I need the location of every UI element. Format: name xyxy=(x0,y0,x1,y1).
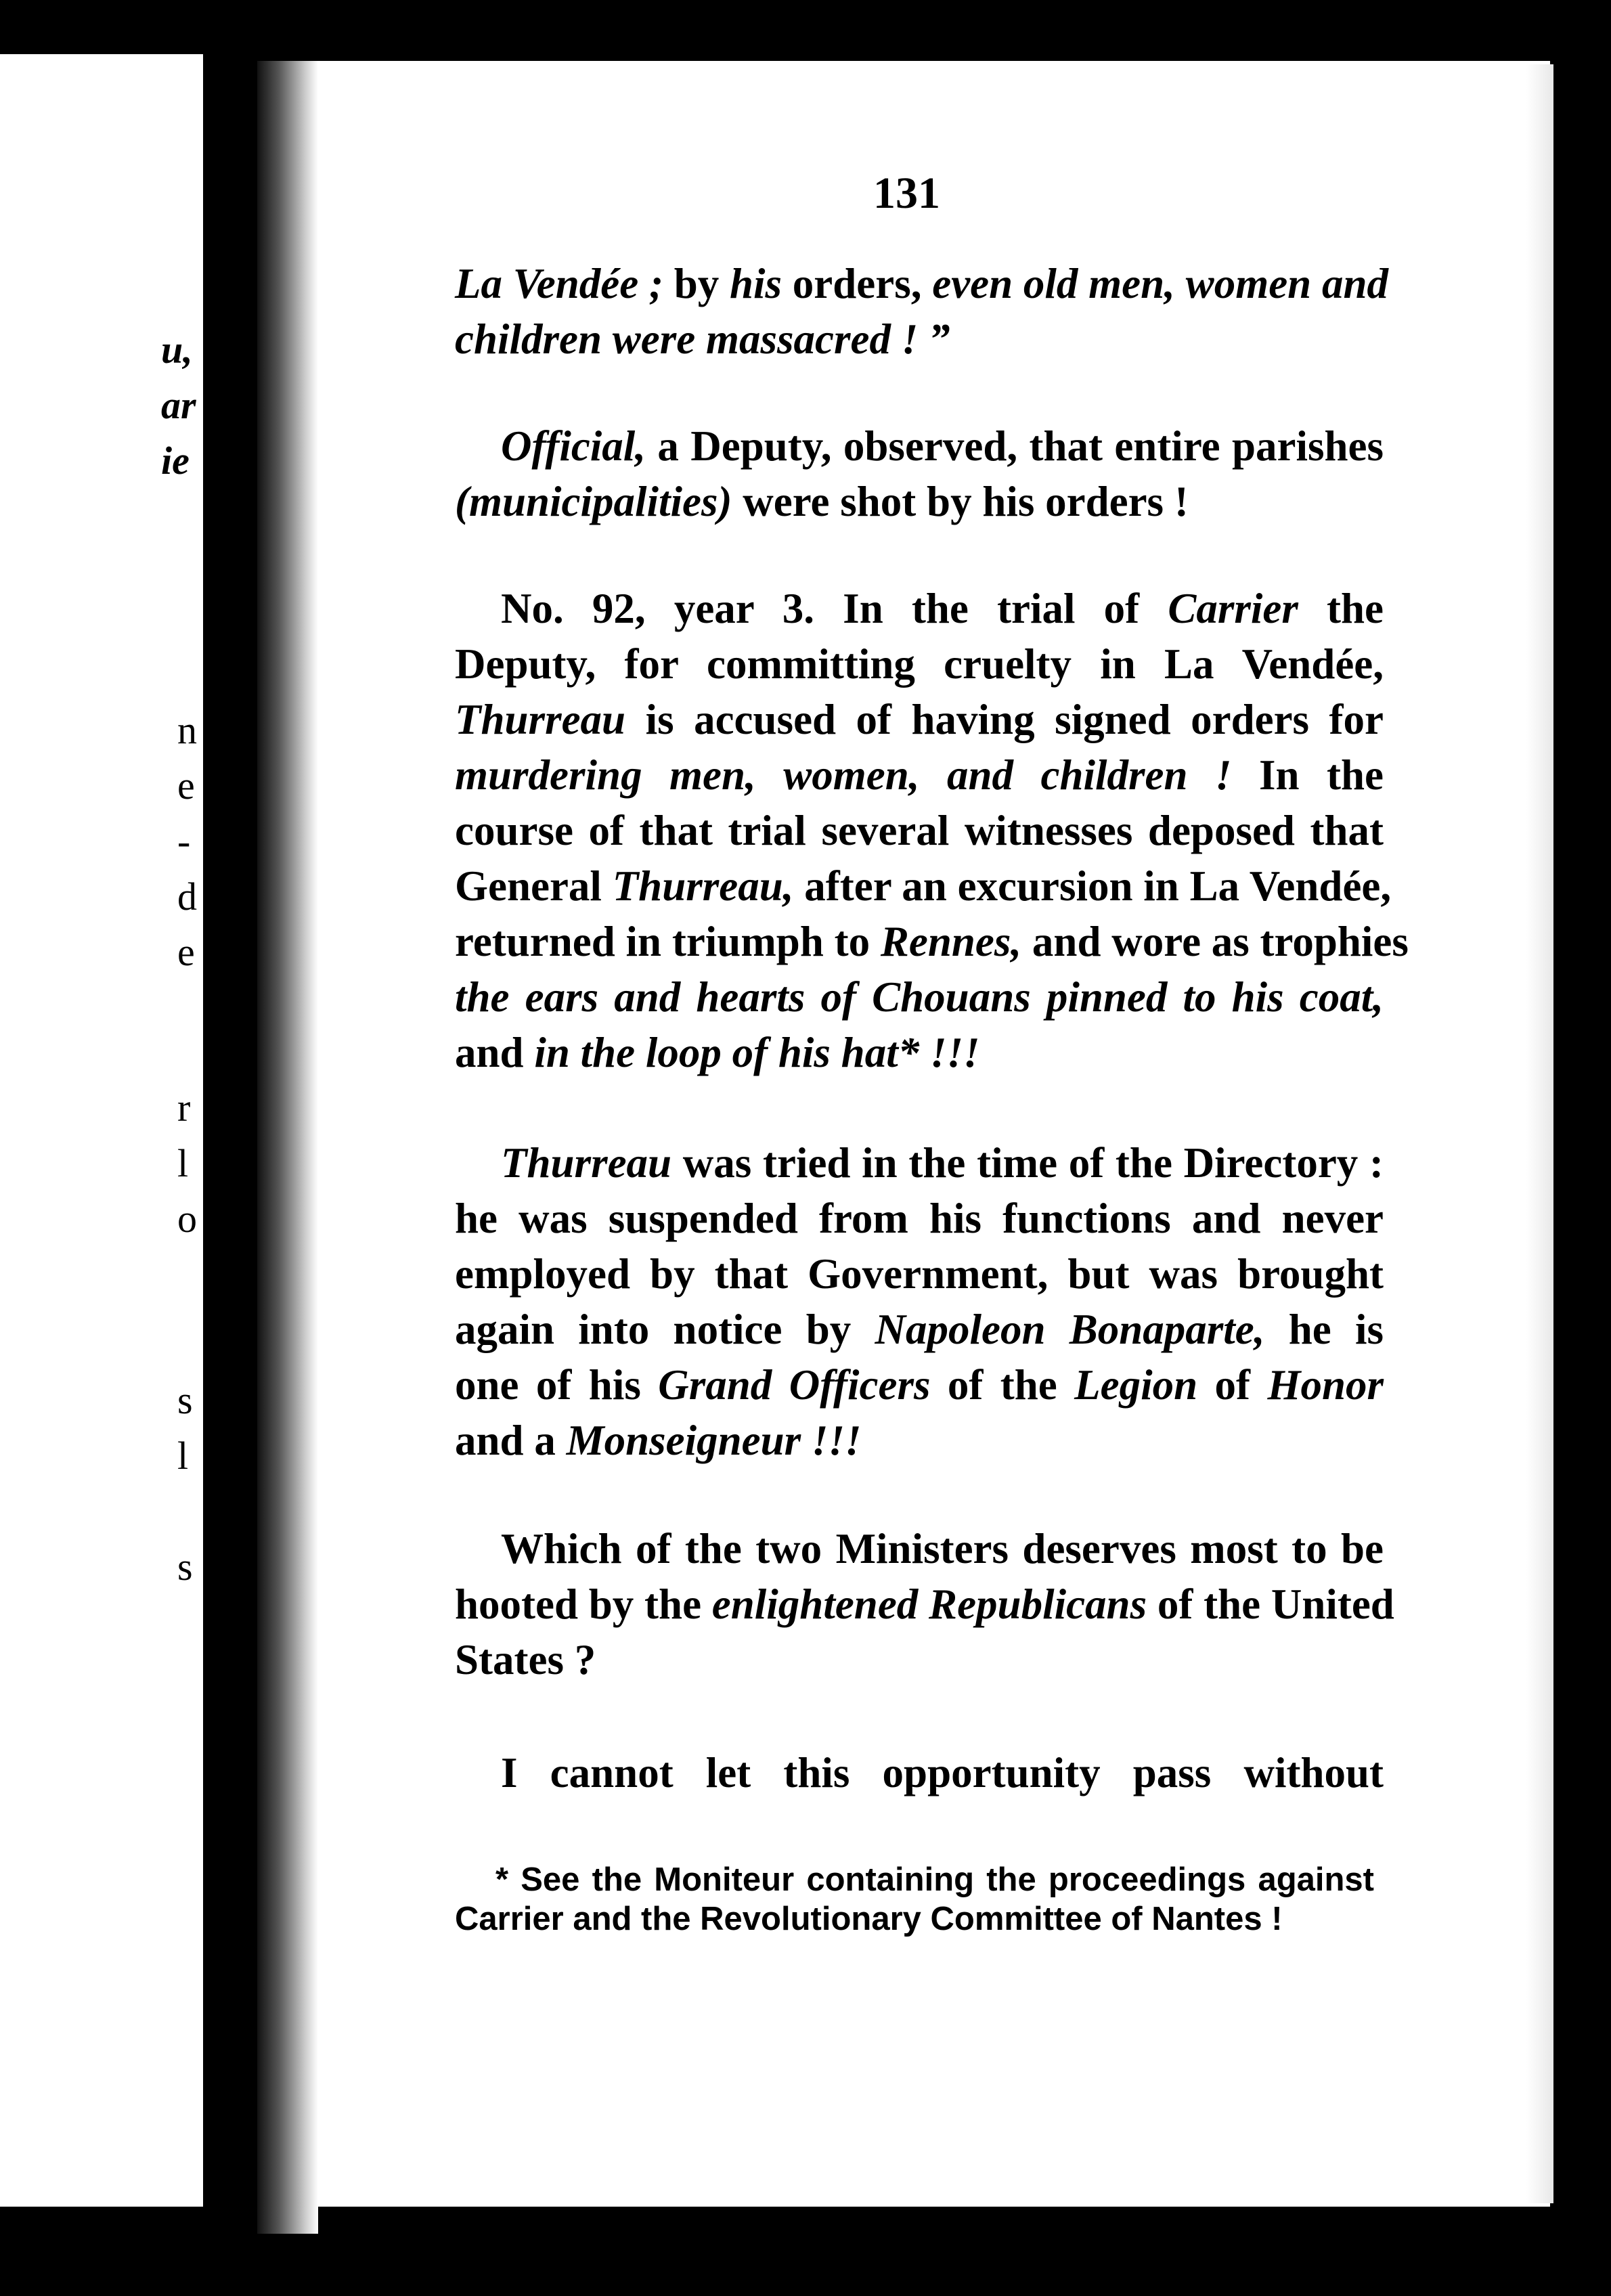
text-run: the xyxy=(1298,585,1384,632)
left-page-fragment: r xyxy=(177,1086,191,1130)
text-run: murdering men, women, and children ! xyxy=(455,751,1232,799)
left-page-fragment: l xyxy=(177,1141,189,1185)
text-run: by xyxy=(663,260,730,307)
text-run: in the loop of his hat* !!! xyxy=(534,1029,980,1076)
page-number: 131 xyxy=(873,169,940,218)
text-line xyxy=(455,1191,1384,1246)
text-run: Which of the two Ministers deserves most to be xyxy=(501,1525,1384,1572)
text-run: his xyxy=(729,260,782,307)
text-line xyxy=(455,1302,1384,1357)
text-run: Legion xyxy=(1074,1361,1198,1409)
text-run: and xyxy=(455,1029,535,1076)
text-line xyxy=(455,256,1388,311)
left-page-fragment: e xyxy=(177,764,195,808)
left-page-fragment: e xyxy=(177,930,195,974)
text-run: even old men, women and xyxy=(932,260,1388,307)
text-line xyxy=(455,969,1384,1025)
text-run: course of that trial several witnesses deposed that xyxy=(455,807,1384,854)
paragraph xyxy=(455,1745,1384,1801)
text-run: the ears and hearts of Chouans pinned to his coat, xyxy=(455,973,1384,1021)
left-page-fragment: o xyxy=(177,1197,197,1241)
right-page-edge xyxy=(1526,64,1553,2203)
text-run: In the xyxy=(1231,751,1384,799)
text-run: again into notice by xyxy=(455,1306,875,1353)
text-run: he is xyxy=(1264,1306,1384,1353)
left-page-fragment: l xyxy=(177,1434,189,1478)
text-line xyxy=(455,1413,1384,1468)
text-run: returned in triumph to xyxy=(455,918,881,965)
text-line xyxy=(455,474,1384,529)
left-page-fragment: ar xyxy=(161,383,196,427)
paragraph xyxy=(455,418,1384,529)
text-run: after an excursion in La Vendée, xyxy=(793,862,1392,910)
text-line xyxy=(455,418,1384,474)
text-run: and a xyxy=(455,1417,567,1464)
left-page-fragment: s xyxy=(177,1378,193,1422)
text-run: States ? xyxy=(455,1636,596,1683)
text-run: were shot by his orders ! xyxy=(732,478,1189,525)
page-gutter-shadow xyxy=(257,61,318,2234)
footnote xyxy=(455,1860,1374,1939)
text-line xyxy=(455,914,1409,969)
text-line xyxy=(455,747,1384,803)
text-run: Deputy, for committing cruelty in La Vendée, xyxy=(455,640,1384,688)
text-line xyxy=(455,1745,1384,1801)
text-run: Monseigneur !!! xyxy=(566,1417,862,1464)
text-run: I cannot let this opportunity pass without xyxy=(501,1749,1384,1796)
text-run: was tried in the time of the Directory : xyxy=(671,1139,1384,1187)
text-line xyxy=(455,858,1392,914)
text-line xyxy=(455,581,1384,636)
text-run: children were massacred ! ” xyxy=(455,315,950,363)
text-line xyxy=(455,1025,1384,1080)
text-run: Thurreau xyxy=(501,1139,672,1187)
text-line xyxy=(455,311,1384,367)
text-line xyxy=(455,1135,1384,1191)
text-run: (municipalities) xyxy=(455,478,732,525)
text-run: Rennes, xyxy=(880,918,1022,965)
text-run: one of his xyxy=(455,1361,659,1409)
text-run: is accused of having signed orders for xyxy=(625,696,1384,743)
footnote-line: Carrier and the Revolutionary Committee of Nantes ! xyxy=(455,1901,1283,1937)
text-run: he was suspended from his functions and never xyxy=(455,1195,1384,1242)
text-run: Napoleon Bonaparte, xyxy=(875,1306,1265,1353)
left-page-fragment: s xyxy=(177,1545,193,1589)
text-run: Honor xyxy=(1267,1361,1384,1409)
left-page-fragment: d xyxy=(177,875,197,919)
paragraph xyxy=(455,256,1388,367)
text-run: Grand Officers xyxy=(658,1361,931,1409)
left-page-fragment: u, xyxy=(161,328,193,372)
left-page-fragment: ie xyxy=(161,439,190,483)
text-run: Official, xyxy=(501,422,646,470)
left-page-edge xyxy=(0,54,203,2207)
paragraph xyxy=(455,1135,1384,1468)
text-line xyxy=(455,1576,1394,1632)
text-run: a Deputy, observed, that entire parishes xyxy=(646,422,1384,470)
text-run: and wore as trophies xyxy=(1021,918,1409,965)
text-line xyxy=(455,1521,1384,1576)
text-run: of the xyxy=(930,1361,1075,1409)
text-line xyxy=(455,803,1384,858)
text-run: Thurreau xyxy=(455,696,626,743)
text-run: hooted by the xyxy=(455,1581,712,1628)
text-run: of xyxy=(1197,1361,1268,1409)
text-line xyxy=(455,1632,1384,1687)
text-run: Thurreau, xyxy=(612,862,794,910)
text-run: of the United xyxy=(1147,1581,1394,1628)
text-run: La Vendée ; xyxy=(455,260,663,307)
text-run: employed by that Government, but was brought xyxy=(455,1250,1384,1298)
text-run: General xyxy=(455,862,613,910)
text-run: Carrier xyxy=(1168,585,1298,632)
text-run: orders, xyxy=(782,260,933,307)
text-run: enlightened Republicans xyxy=(711,1581,1147,1628)
paragraph xyxy=(455,1521,1394,1687)
left-page-fragment: - xyxy=(177,819,191,863)
paragraph xyxy=(455,581,1409,1080)
text-run: No. 92, year 3. In the trial of xyxy=(501,585,1168,632)
text-line xyxy=(455,1246,1384,1302)
left-page-fragment: n xyxy=(177,708,197,752)
text-line xyxy=(455,692,1384,747)
text-line xyxy=(455,636,1384,692)
footnote-line: * See the Moniteur containing the proceedings against xyxy=(495,1861,1374,1898)
text-line xyxy=(455,1357,1384,1413)
